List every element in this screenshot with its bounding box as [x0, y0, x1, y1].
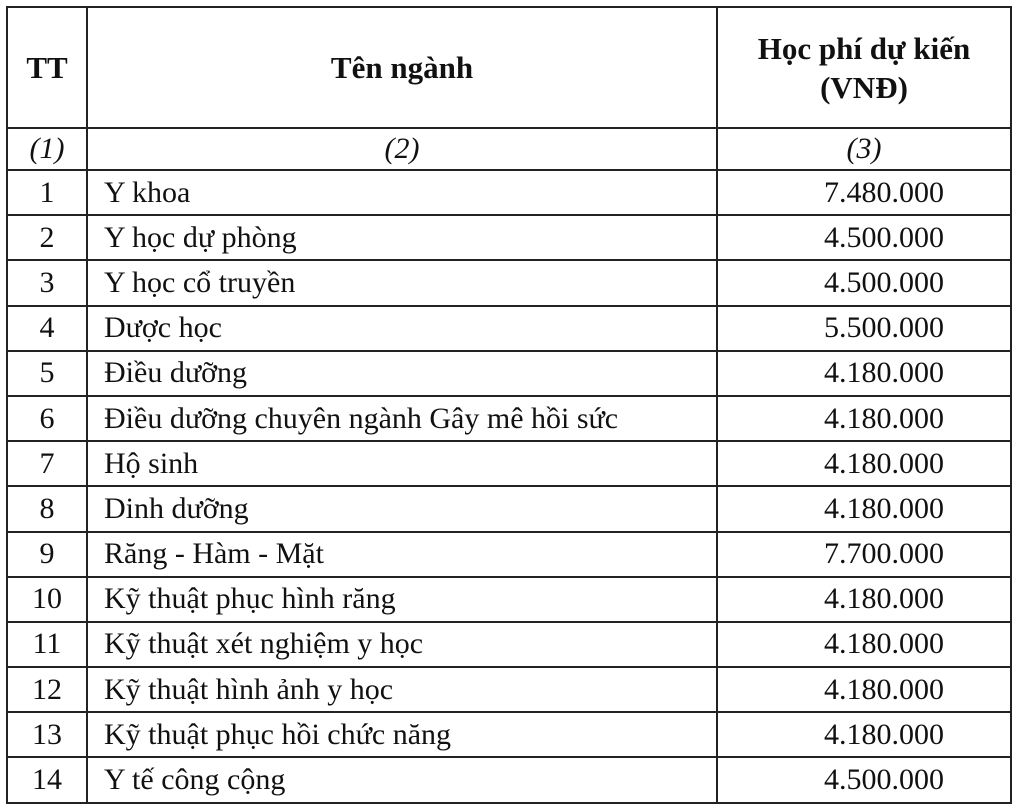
table-row [7, 170, 1011, 215]
program-name: Dược học [87, 306, 717, 351]
header-fee-line1: Học phí dự kiến [757, 30, 971, 66]
table-row [7, 757, 1011, 802]
tuition-fee: 4.500.000 [717, 215, 1011, 260]
index-cell-3: (3) [717, 128, 1011, 170]
program-name: Kỹ thuật phục hình răng [87, 577, 717, 622]
table-row [7, 667, 1011, 712]
header-fee-line2: (VNĐ) [820, 69, 908, 105]
program-name: Răng - Hàm - Mặt [87, 532, 717, 577]
table-row [7, 486, 1011, 531]
row-number: 1 [7, 170, 87, 215]
table-row [7, 712, 1011, 757]
program-name: Y học dự phòng [87, 215, 717, 260]
program-name: Y khoa [87, 170, 717, 215]
tuition-fee: 4.180.000 [717, 577, 1011, 622]
tuition-fee: 4.180.000 [717, 667, 1011, 712]
table-row [7, 260, 1011, 305]
program-name: Y học cổ truyền [87, 260, 717, 305]
row-number: 10 [7, 577, 87, 622]
tuition-fee: 4.180.000 [717, 712, 1011, 757]
row-number: 13 [7, 712, 87, 757]
tuition-fee: 4.180.000 [717, 396, 1011, 441]
row-number: 14 [7, 757, 87, 802]
table-row [7, 622, 1011, 667]
program-name: Dinh dưỡng [87, 486, 717, 531]
tuition-fee: 4.180.000 [717, 441, 1011, 486]
tuition-fee: 4.180.000 [717, 351, 1011, 396]
row-number: 4 [7, 306, 87, 351]
row-number: 3 [7, 260, 87, 305]
row-number: 6 [7, 396, 87, 441]
header-fee [717, 7, 1011, 128]
table-row [7, 215, 1011, 260]
program-name: Y tế công cộng [87, 757, 717, 802]
row-number: 2 [7, 215, 87, 260]
program-name: Kỹ thuật phục hồi chức năng [87, 712, 717, 757]
row-number: 8 [7, 486, 87, 531]
program-name: Điều dưỡng [87, 351, 717, 396]
row-number: 5 [7, 351, 87, 396]
header-tt: TT [7, 7, 87, 128]
program-name: Kỹ thuật xét nghiệm y học [87, 622, 717, 667]
row-number: 9 [7, 532, 87, 577]
tuition-fee: 4.180.000 [717, 622, 1011, 667]
table-row [7, 441, 1011, 486]
index-cell-1: (1) [7, 128, 87, 170]
program-name: Kỹ thuật hình ảnh y học [87, 667, 717, 712]
table-row [7, 532, 1011, 577]
header-row [7, 7, 1011, 128]
tuition-fee: 7.700.000 [717, 532, 1011, 577]
program-name: Điều dưỡng chuyên ngành Gây mê hồi sức [87, 396, 717, 441]
tuition-table [6, 6, 1012, 804]
tuition-fee: 4.500.000 [717, 260, 1011, 305]
index-cell-2: (2) [87, 128, 717, 170]
tuition-fee: 5.500.000 [717, 306, 1011, 351]
tuition-fee: 4.180.000 [717, 486, 1011, 531]
tuition-fee: 7.480.000 [717, 170, 1011, 215]
table-row [7, 396, 1011, 441]
program-name: Hộ sinh [87, 441, 717, 486]
row-number: 7 [7, 441, 87, 486]
table-row [7, 577, 1011, 622]
table-row [7, 351, 1011, 396]
header-name: Tên ngành [87, 7, 717, 128]
row-number: 12 [7, 667, 87, 712]
index-row [7, 128, 1011, 170]
table-row [7, 306, 1011, 351]
tuition-fee: 4.500.000 [717, 757, 1011, 802]
row-number: 11 [7, 622, 87, 667]
